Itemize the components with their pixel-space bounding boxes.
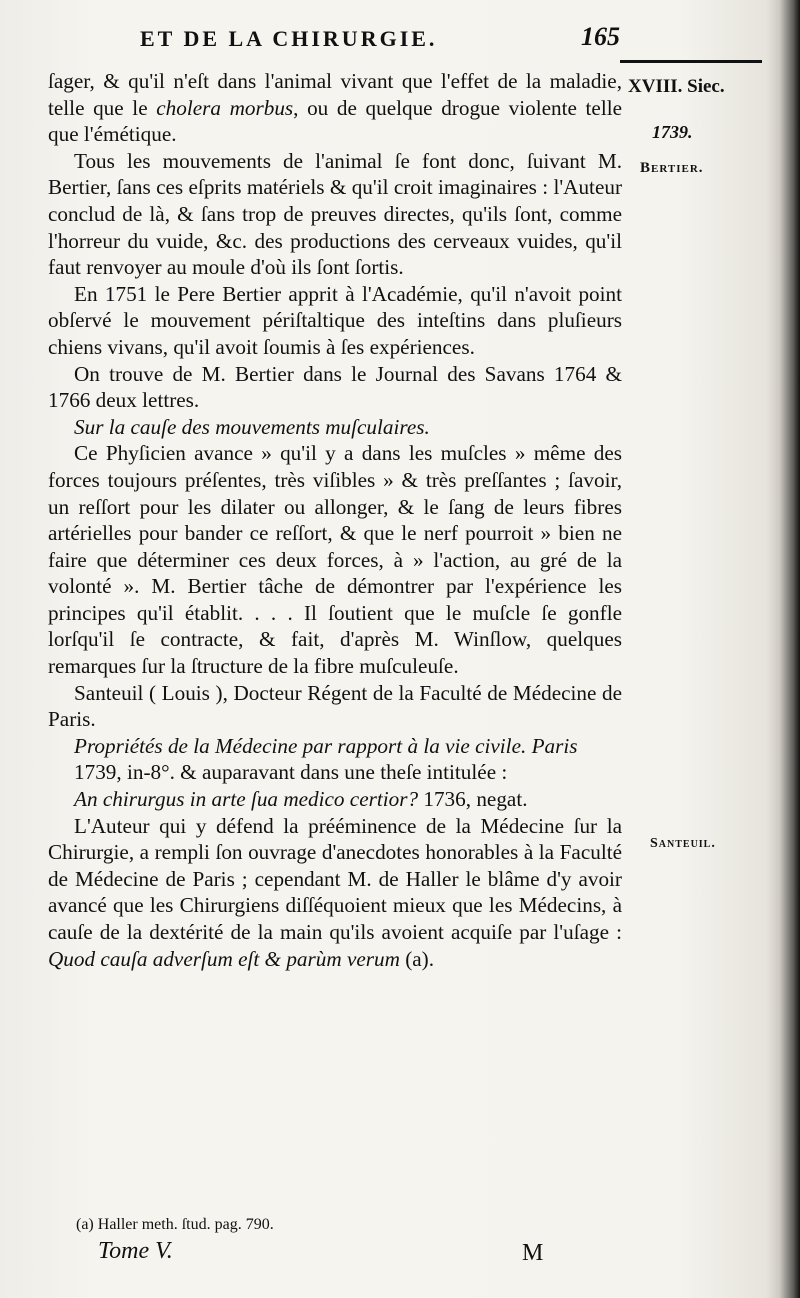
page-number: 165: [581, 22, 620, 51]
paragraph-p1: [48, 68, 622, 148]
italic-text: Propriétés de la Médecine par rapport à la vie civile. Paris: [74, 733, 578, 758]
page-gutter-shadow: [766, 0, 800, 1298]
paragraph-p7: [48, 680, 622, 733]
margin-note-bertier: Bertier.: [640, 160, 704, 176]
text-run: En 1751 le Pere Bertier apprit à l'Académie, qu'il n'avoit point obſervé le mouvement périſtaltique des inteſtins dans pluſieurs chiens vivans, qu'il avoit ſoumis à ſes expériences.: [48, 281, 622, 359]
margin-note-year: 1739.: [652, 122, 693, 142]
footnote: (a) Haller meth. ſtud. pag. 790.: [76, 1216, 274, 1233]
margin-note-santeuil: Santeuil.: [650, 836, 716, 851]
text-run: Ce Phyſicien avance » qu'il y a dans les muſcles » même des forces toujours préſentes, très viſibles » & très preſſantes ; ſavoir, un reſſort pour les dilater ou allonger, & le ſang de leurs fibres artérielles pour bander ce reſſort, & que le nerf pourroit » bien ne faire que déterminer ces deux forces, à » l'action, au gré de la volonté ». M. Bertier tâche de démontrer par l'expérience les principes qu'il établit. . . . Il ſoutient que le muſcle ſe gonfle lorſqu'il ſe contracte, & fait, d'après M. Winſlow, quelques remarques ſur la ſtructure de la fibre muſculeuſe.: [48, 441, 622, 679]
main-text-block: [48, 68, 622, 972]
margin-note-century: XVIII. Siec.: [628, 76, 725, 97]
text-run: (a).: [399, 946, 434, 971]
page-header: [120, 20, 620, 60]
signature-mark: M: [522, 1240, 544, 1266]
text-run: Santeuil ( Louis ), Docteur Régent de la Faculté de Médecine de Paris.: [48, 680, 622, 732]
paragraph-p5: [48, 414, 622, 441]
text-run: 1736, negat.: [418, 787, 528, 812]
running-head: ET DE LA CHIRURGIE.: [140, 26, 438, 51]
paragraph-p8: [48, 733, 622, 786]
text-run: On trouve de M. Bertier dans le Journal des Savans 1764 & 1766 deux lettres.: [48, 361, 622, 413]
volume-label: Tome V.: [98, 1238, 173, 1264]
italic-text: Quod cauſa adverſum eſt & parùm verum: [48, 946, 400, 971]
margin-rule: [620, 60, 762, 63]
paragraph-p4: [48, 361, 622, 414]
text-run: , ou de quelque drogue violente telle que l'émétique.: [48, 95, 623, 147]
paragraph-p9: [48, 786, 622, 813]
text-run: 1739, in-8°. & auparavant dans une theſe intitulée :: [74, 760, 508, 785]
text-run: L'Auteur qui y défend la prééminence de la Médecine ſur la Chirurgie, a rempli ſon ouvrage d'anecdotes honorables à la Faculté de Médecine de Paris ; cependant M. de Haller le blâme d'y avoir avancé que les Chirurgiens diſſéquoient mieux que les Médecins, à cauſe de la dextérité de la main qu'ils avoient acquiſe par l'uſage :: [48, 813, 622, 944]
paragraph-p10: [48, 813, 622, 973]
text-run: ſager, & qu'il n'eſt dans l'animal vivant que l'effet de la maladie, telle que le: [48, 69, 622, 120]
italic-text: An chirurgus in arte ſua medico certior?: [74, 787, 419, 812]
paragraph-p3: [48, 281, 622, 361]
paragraph-p2: [48, 148, 622, 281]
text-run: Tous les mouvements de l'animal ſe font donc, ſuivant M. Bertier, ſans ces eſprits matériels & qu'il croit imaginaires : l'Auteur conclud de là, & ſans trop de preuves directes, qu'ils ſont, comme l'horreur du vuide, &c. des productions des cerveaux vuides, qu'il faut renvoyer au moule d'où ils ſont ſortis.: [48, 148, 622, 280]
paragraph-p6: [48, 440, 622, 679]
italic-text: Sur la cauſe des mouvements muſculaires.: [74, 414, 430, 439]
italic-text: cholera morbus: [156, 95, 294, 120]
